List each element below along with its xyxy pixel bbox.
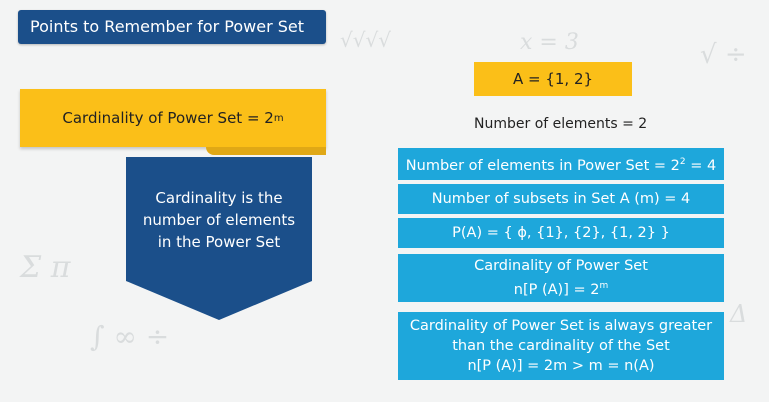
greater-line-1: Cardinality of Power Set is always greater [409, 318, 713, 334]
background-doodle: x = 3 [520, 30, 579, 55]
cardinality-formula: n[P (A)] = 2 [513, 281, 600, 298]
background-doodle: √ ÷ [700, 40, 747, 70]
background-doodle: Δ [730, 300, 748, 328]
power-set-elements-suffix: = 4 [685, 157, 717, 174]
cardinality-card [20, 89, 326, 147]
power-set-elements-box [398, 148, 724, 180]
cardinality-formula-box [398, 254, 724, 302]
greater-line-3: n[P (A)] = 2m > m = n(A) [467, 358, 655, 374]
definition-line-2: number of elements [142, 211, 296, 229]
power-set-elements-text: Number of elements in Power Set = 2 [405, 157, 680, 174]
definition-chevron [126, 157, 312, 320]
definition-line-1: Cardinality is the [155, 189, 283, 207]
greater-cardinality-box [398, 312, 724, 380]
cardinality-title: Cardinality of Power Set [474, 258, 648, 275]
page-title: Points to Remember for Power Set [18, 10, 326, 44]
cardinality-exponent: m [273, 112, 284, 124]
subsets-box [398, 184, 724, 214]
element-count: Number of elements = 2 [474, 116, 648, 132]
power-set-box [398, 218, 724, 248]
cardinality-label: Cardinality of Power Set = 2 [62, 109, 274, 127]
background-doodle: √√√√ [340, 28, 391, 52]
definition-line-3: in the Power Set [157, 233, 281, 251]
power-set-elements-exponent: 2 [679, 157, 686, 168]
background-doodle: Σ π [20, 250, 71, 285]
subsets-text: Number of subsets in Set A (m) = 4 [431, 191, 691, 207]
greater-line-2: than the cardinality of the Set [452, 338, 670, 354]
power-set-text: P(A) = { ϕ, {1}, {2}, {1, 2} } [452, 225, 670, 241]
cardinality-formula-exponent: m [599, 281, 609, 292]
set-definition-box: A = {1, 2} [474, 62, 632, 96]
background-doodle: ∫ ∞ ÷ [90, 320, 170, 353]
